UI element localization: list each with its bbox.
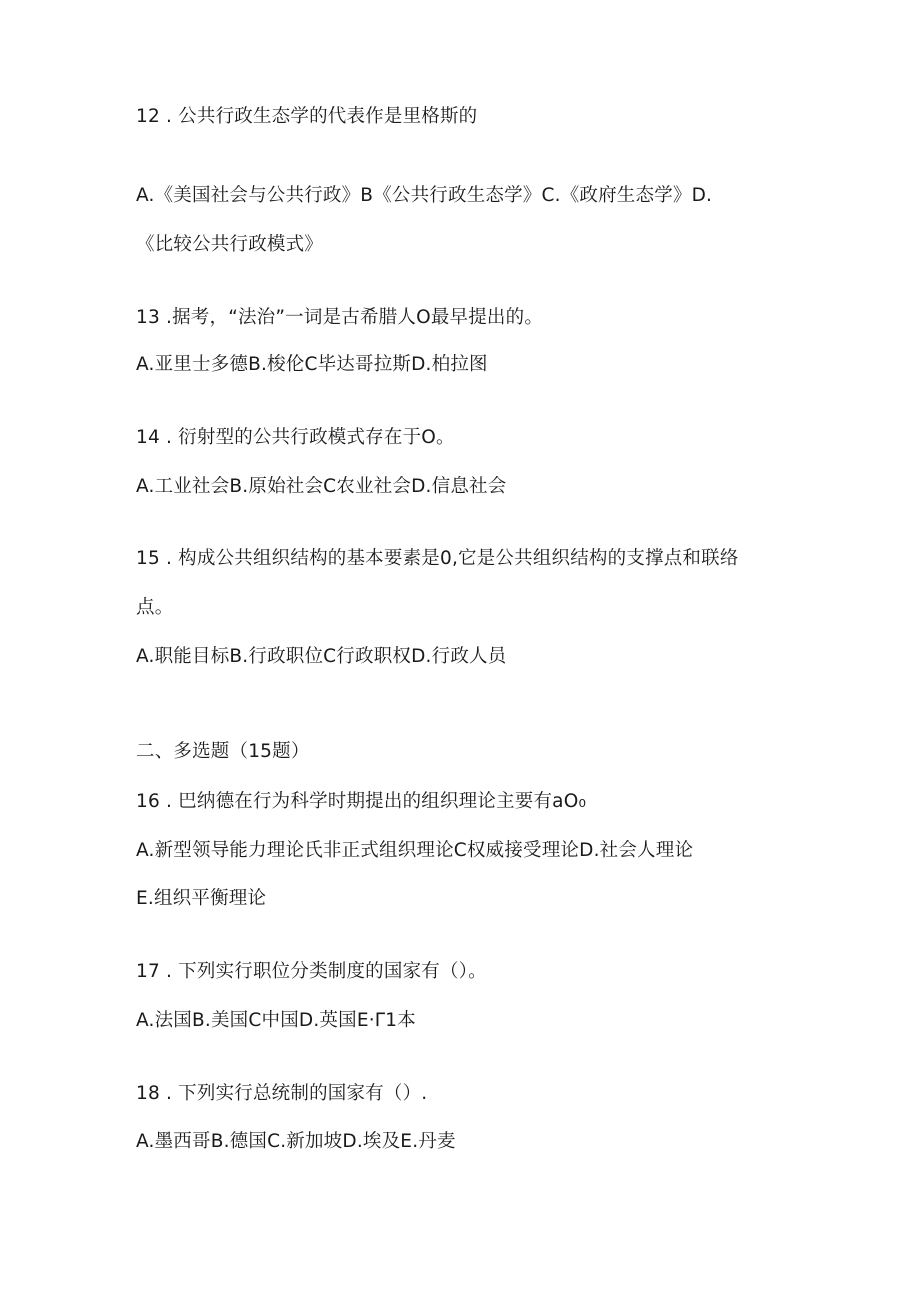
question-15-stem-line-1: 15 . 构成公共组织结构的基本要素是0,它是公共组织结构的支撑点和联络: [136, 548, 739, 569]
question-16-options-line-1: A.新型领导能力理论氏非正式组织理论C权威接受理论D.社会人理论: [136, 840, 694, 861]
question-16-options-line-2: E.组织平衡理论: [136, 888, 267, 909]
question-12-options-line-2: 《比较公共行政模式》: [136, 234, 324, 255]
question-12-stem: 12 . 公共行政生态学的代表作是里格斯的: [136, 106, 478, 127]
question-15-stem-line-2: 点。: [136, 597, 174, 618]
question-16-stem: 16 . 巴纳德在行为科学时期提出的组织理论主要有aO₀: [136, 791, 587, 812]
question-13-options: A.亚里士多德B.梭伦C毕达哥拉斯D.柏拉图: [136, 354, 488, 375]
question-18-options: A.墨西哥B.德国C.新加坡D.埃及E.丹麦: [136, 1131, 456, 1152]
question-17-options: A.法国B.美国C中国D.英国E·Γ1本: [136, 1010, 416, 1031]
question-15-options: A.职能目标B.行政职位C行政职权D.行政人员: [136, 646, 507, 667]
question-18-stem: 18 . 下列实行总统制的国家有（）.: [136, 1083, 428, 1104]
question-14-stem: 14 . 衍射型的公共行政模式存在于O。: [136, 427, 455, 448]
question-13-stem: 13 .据考，“法治”一词是古希腊人O最早提出的。: [136, 307, 544, 328]
question-14-options: A.工业社会B.原始社会C农业社会D.信息社会: [136, 476, 507, 497]
section-heading: 二、多选题（15题）: [136, 741, 310, 762]
question-12-options-line-1: A.《美国社会与公共行政》B《公共行政生态学》C.《政府生态学》D.: [136, 185, 713, 206]
question-17-stem: 17 . 下列实行职位分类制度的国家有（）。: [136, 961, 487, 982]
